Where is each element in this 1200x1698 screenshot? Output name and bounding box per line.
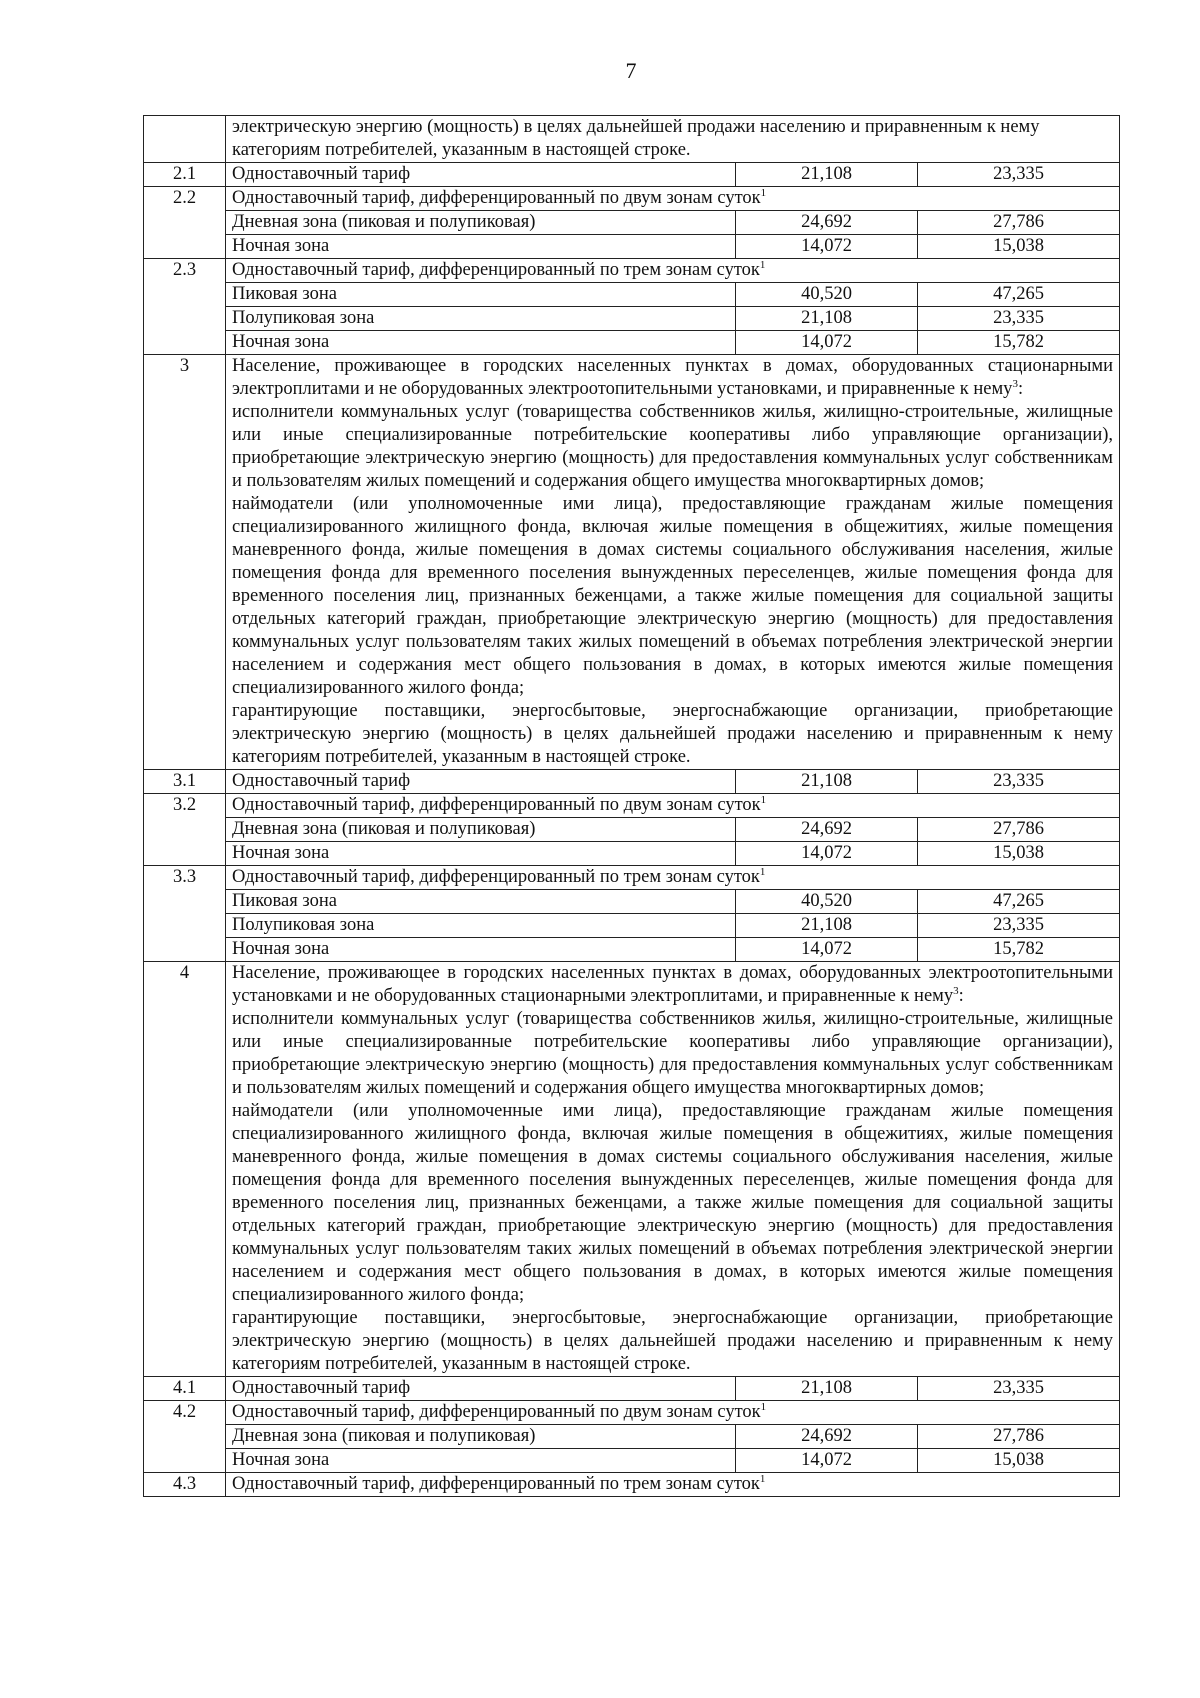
tariff-label: Одноставочный тариф, дифференцированный по двум зонам суток xyxy=(232,1402,761,1422)
tariff-label: Дневная зона (пиковая и полупиковая) xyxy=(226,818,736,842)
tariff-label: Одноставочный тариф, дифференцированный по двум зонам суток xyxy=(232,795,761,815)
description-text: Население, проживающее в городских населенных пунктах в домах, оборудованных стационарными электроплитами и не оборудованных электроотопительными установками, и приравненные к нему xyxy=(232,356,1114,399)
description-text: гарантирующие поставщики, энергосбытовые, энергоснабжающие организации, приобретающие электрическую энергию (мощность) в целях дальнейшей продажи населению и приравненным к нему категориям потребителей, указанным в настоящей строке. xyxy=(232,1308,1114,1374)
tariff-value-first-half: 21,108 xyxy=(736,914,918,938)
footnote-marker: 1 xyxy=(760,1400,767,1413)
tariff-label: Одноставочный тариф, дифференцированный по трем зонам суток xyxy=(232,867,760,887)
description-paragraph xyxy=(232,493,1113,700)
tariff-group-header xyxy=(226,1401,1120,1425)
tariff-row xyxy=(144,1473,1120,1497)
tariff-value-first-half: 21,108 xyxy=(736,163,918,187)
tariff-row xyxy=(144,1425,1120,1449)
row-number: 4.1 xyxy=(144,1377,226,1401)
section-description-cell xyxy=(226,355,1120,770)
section-description-row xyxy=(144,962,1120,1377)
tariff-value-first-half: 14,072 xyxy=(736,938,918,962)
tariff-value-first-half: 21,108 xyxy=(736,307,918,331)
tariff-group-header xyxy=(226,259,1120,283)
tariff-table xyxy=(143,115,1120,1497)
tariff-group-header xyxy=(226,794,1120,818)
tariff-table-body xyxy=(144,116,1120,1497)
tariff-row xyxy=(144,1401,1120,1425)
tariff-row xyxy=(144,1449,1120,1473)
tariff-value-first-half: 14,072 xyxy=(736,235,918,259)
tariff-label: Полупиковая зона xyxy=(226,307,736,331)
tariff-label: Дневная зона (пиковая и полупиковая) xyxy=(226,211,736,235)
section-number: 4 xyxy=(144,962,226,1377)
tariff-label: Одноставочный тариф, дифференцированный по двум зонам суток xyxy=(232,188,761,208)
tariff-label: Одноставочный тариф xyxy=(226,770,736,794)
intro-line: категориям потребителей, указанным в настоящей строке. xyxy=(232,140,691,160)
tariff-row xyxy=(144,187,1120,211)
tariff-label: Ночная зона xyxy=(226,1449,736,1473)
description-text: исполнители коммунальных услуг (товарищества собственников жилья, жилищно-строительные, жилищные или иные специализированные потребительские кооперативы либо управляющие организации), приобретающие электрическую энергию (мощность) для предоставления коммунальных услуг собственникам и пользователям жилых помещений и содержания общего имущества многоквартирных домов; xyxy=(232,402,1114,491)
description-text: наймодатели (или уполномоченные ими лица), предоставляющие гражданам жилые помещения специализированного жилищного фонда, включая жилые помещения в общежитиях, жилые помещения маневренного фонда, жилые помещения в домах системы социального обслуживания населения, жилые помещения фонда для временного поселения вынужденных переселенцев, жилые помещения фонда для временного поселения лиц, признанных беженцами, а также жилые помещения для социальной защиты отдельных категорий граждан, приобретающие электрическую энергию (мощность) для предоставления коммунальных услуг пользователям таких жилых помещений в объемах потребления электрической энергии населением и содержания мест общего пользования в домах, в которых имеются жилые помещения специализированного жилого фонда; xyxy=(232,1101,1114,1305)
tariff-value-first-half: 40,520 xyxy=(736,890,918,914)
description-text: гарантирующие поставщики, энергосбытовые, энергоснабжающие организации, приобретающие электрическую энергию (мощность) в целях дальнейшей продажи населению и приравненным к нему категориям потребителей, указанным в настоящей строке. xyxy=(232,701,1114,767)
tariff-value-second-half: 27,786 xyxy=(918,1425,1120,1449)
tariff-value-first-half: 24,692 xyxy=(736,211,918,235)
tariff-group-header xyxy=(226,187,1120,211)
footnote-marker: 3 xyxy=(953,984,959,997)
tariff-row xyxy=(144,331,1120,355)
tariff-label: Одноставочный тариф xyxy=(226,163,736,187)
row-number: 3.2 xyxy=(144,794,226,866)
tariff-row xyxy=(144,259,1120,283)
tariff-row xyxy=(144,842,1120,866)
tariff-value-first-half: 14,072 xyxy=(736,331,918,355)
footnote-marker: 1 xyxy=(759,865,766,878)
tariff-label: Дневная зона (пиковая и полупиковая) xyxy=(226,1425,736,1449)
description-paragraph xyxy=(232,700,1113,769)
description-text: исполнители коммунальных услуг (товарищества собственников жилья, жилищно-строительные, жилищные или иные специализированные потребительские кооперативы либо управляющие организации), приобретающие электрическую энергию (мощность) для предоставления коммунальных услуг собственникам и пользователям жилых помещений и содержания общего имущества многоквартирных домов; xyxy=(232,1009,1114,1098)
tariff-label: Одноставочный тариф xyxy=(226,1377,736,1401)
tariff-value-first-half: 24,692 xyxy=(736,818,918,842)
description-text: Население, проживающее в городских населенных пунктах в домах, оборудованных электроотопительными установками и не оборудованных стационарными электроплитами, и приравненные к нему xyxy=(232,963,1114,1006)
row-number: 4.3 xyxy=(144,1473,226,1497)
tariff-row xyxy=(144,890,1120,914)
tariff-label: Ночная зона xyxy=(226,938,736,962)
row-number: 3.1 xyxy=(144,770,226,794)
description-paragraph xyxy=(232,401,1113,493)
tariff-value-first-half: 14,072 xyxy=(736,842,918,866)
tariff-value-second-half: 15,038 xyxy=(918,1449,1120,1473)
tariff-value-second-half: 15,038 xyxy=(918,235,1120,259)
row-number: 2.3 xyxy=(144,259,226,355)
tariff-value-first-half: 40,520 xyxy=(736,283,918,307)
tariff-row xyxy=(144,770,1120,794)
tariff-value-second-half: 15,038 xyxy=(918,842,1120,866)
section-description-row xyxy=(144,355,1120,770)
tariff-value-second-half: 47,265 xyxy=(918,283,1120,307)
tariff-label: Ночная зона xyxy=(226,842,736,866)
tariff-row xyxy=(144,1377,1120,1401)
tariff-value-second-half: 23,335 xyxy=(918,770,1120,794)
tariff-label: Пиковая зона xyxy=(226,283,736,307)
intro-row xyxy=(144,116,1120,163)
description-text: наймодатели (или уполномоченные ими лица), предоставляющие гражданам жилые помещения специализированного жилищного фонда, включая жилые помещения в общежитиях, жилые помещения маневренного фонда, жилые помещения в домах системы социального обслуживания населения, жилые помещения фонда для временного поселения вынужденных переселенцев, жилые помещения фонда для временного поселения лиц, признанных беженцами, а также жилые помещения для социальной защиты отдельных категорий граждан, приобретающие электрическую энергию (мощность) для предоставления коммунальных услуг пользователям таких жилых помещений в объемах потребления электрической энергии населением и содержания мест общего пользования в домах, в которых имеются жилые помещения специализированного жилого фонда; xyxy=(232,494,1114,698)
intro-text-cell xyxy=(226,116,1120,163)
description-paragraph: Население, проживающее в городских населенных пунктах в домах, оборудованных электроотопительными установками и не оборудованных стационарными электроплитами, и приравненные к нему$^3$: xyxy=(232,963,1114,1006)
tariff-value-second-half: 15,782 xyxy=(918,938,1120,962)
tariff-value-second-half: 23,335 xyxy=(918,163,1120,187)
tariff-row xyxy=(144,307,1120,331)
row-number: 2.2 xyxy=(144,187,226,259)
footnote-marker: 1 xyxy=(759,1472,766,1485)
description-paragraph xyxy=(232,1100,1113,1307)
tariff-value-first-half: 24,692 xyxy=(736,1425,918,1449)
tariff-label: Ночная зона xyxy=(226,331,736,355)
row-number: 4.2 xyxy=(144,1401,226,1473)
description-paragraph xyxy=(232,1307,1113,1376)
tariff-label: Ночная зона xyxy=(226,235,736,259)
section-number: 3 xyxy=(144,355,226,770)
tariff-value-second-half: 23,335 xyxy=(918,1377,1120,1401)
tariff-value-second-half: 15,782 xyxy=(918,331,1120,355)
tariff-row xyxy=(144,866,1120,890)
tariff-row xyxy=(144,283,1120,307)
tariff-group-header xyxy=(226,866,1120,890)
footnote-marker: 1 xyxy=(759,258,766,271)
page-number: 7 xyxy=(625,58,637,83)
tariff-value-second-half: 47,265 xyxy=(918,890,1120,914)
row-number: 2.1 xyxy=(144,163,226,187)
description-paragraph xyxy=(232,1008,1113,1100)
tariff-value-second-half: 27,786 xyxy=(918,211,1120,235)
tariff-value-second-half: 23,335 xyxy=(918,307,1120,331)
tariff-row xyxy=(144,211,1120,235)
tariff-row xyxy=(144,794,1120,818)
row-number: 3.3 xyxy=(144,866,226,962)
tariff-row xyxy=(144,914,1120,938)
footnote-marker: 1 xyxy=(760,793,767,806)
intro-line: электрическую энергию (мощность) в целях дальнейшей продажи населению и приравненным к нему xyxy=(232,117,1040,137)
footnote-marker: 3 xyxy=(1012,377,1018,390)
section-description-cell xyxy=(226,962,1120,1377)
tariff-value-first-half: 14,072 xyxy=(736,1449,918,1473)
tariff-label: Одноставочный тариф, дифференцированный по трем зонам суток xyxy=(232,1474,760,1494)
tariff-row xyxy=(144,938,1120,962)
tariff-row xyxy=(144,163,1120,187)
tariff-label: Одноставочный тариф, дифференцированный по трем зонам суток xyxy=(232,260,760,280)
tariff-label: Пиковая зона xyxy=(226,890,736,914)
tariff-row xyxy=(144,818,1120,842)
tariff-label: Полупиковая зона xyxy=(226,914,736,938)
tariff-row xyxy=(144,235,1120,259)
row-number-cell xyxy=(144,116,226,163)
tariff-value-first-half: 21,108 xyxy=(736,1377,918,1401)
tariff-value-second-half: 27,786 xyxy=(918,818,1120,842)
description-paragraph: Население, проживающее в городских населенных пунктах в домах, оборудованных стационарными электроплитами и не оборудованных электроотопительными установками, и приравненные к нему$^3$: xyxy=(232,356,1114,399)
tariff-value-second-half: 23,335 xyxy=(918,914,1120,938)
tariff-group-header xyxy=(226,1473,1120,1497)
tariff-value-first-half: 21,108 xyxy=(736,770,918,794)
footnote-marker: 1 xyxy=(760,186,767,199)
